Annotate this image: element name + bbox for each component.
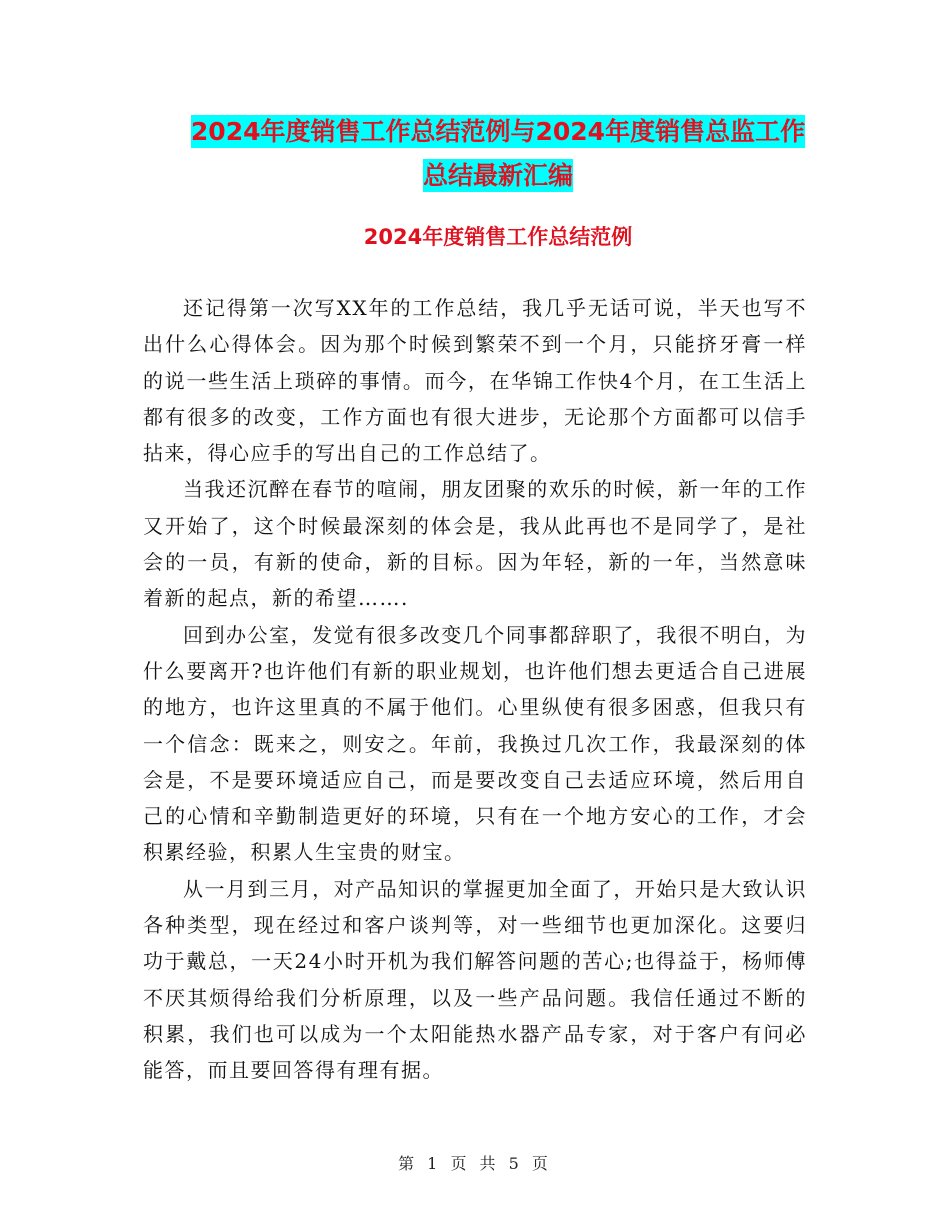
document-body [143, 290, 807, 1089]
paragraph-1: 还记得第一次写XX年的工作总结，我几乎无话可说，半天也写不出什么心得体会。因为那个时候到繁荣不到一个月，只能挤牙膏一样的说一些生活上琐碎的事情。而今，在华锦工作快4个月，在工生活上都有很多的改变，工作方面也有很大进步，无论那个方面都可以信手拈来，得心应手的写出自己的工作总结了。 [143, 296, 807, 466]
document-title-line-1: 2024年度销售工作总结范例与2024年度销售总监工作 [190, 117, 806, 146]
document-title [140, 110, 856, 198]
document-title-line-2: 总结最新汇编 [422, 161, 573, 190]
paragraph-4: 从一月到三月，对产品知识的掌握更加全面了，开始只是大致认识各种类型，现在经过和客户谈判等，对一些细节也更加深化。这要归功于戴总，一天24小时开机为我们解答问题的苦心;也得益于，杨师傅不厌其烦得给我们分析原理，以及一些产品问题。我信任通过不断的积累，我们也可以成为一个太阳能热水器产品专家，对于客户有问必能答，而且要回答得有理有据。 [143, 876, 807, 1083]
section-title: 2024年度销售工作总结范例 [363, 225, 633, 249]
page-footer: 第 1 页 共 5 页 [398, 1154, 552, 1173]
paragraph-3: 回到办公室，发觉有很多改变几个同事都辞职了，我很不明白，为什么要离开?也许他们有新的职业规划，也许他们想去更适合自己进展的地方，也许这里真的不属于他们。心里纵使有很多困惑，但我只有一个信念：既来之，则安之。年前，我换过几次工作，我最深刻的体会是，不是要环境适应自己，而是要改变自己去适应环境，然后用自己的心情和辛勤制造更好的环境，只有在一个地方安心的工作，才会积累经验，积累人生宝贵的财宝。 [143, 622, 807, 865]
paragraph-2: 当我还沉醉在春节的喧闹，朋友团聚的欢乐的时候，新一年的工作又开始了，这个时候最深刻的体会是，我从此再也不是同学了，是社会的一员，有新的使命，新的目标。因为年轻，新的一年，当然意味着新的起点，新的希望……. [143, 477, 807, 611]
